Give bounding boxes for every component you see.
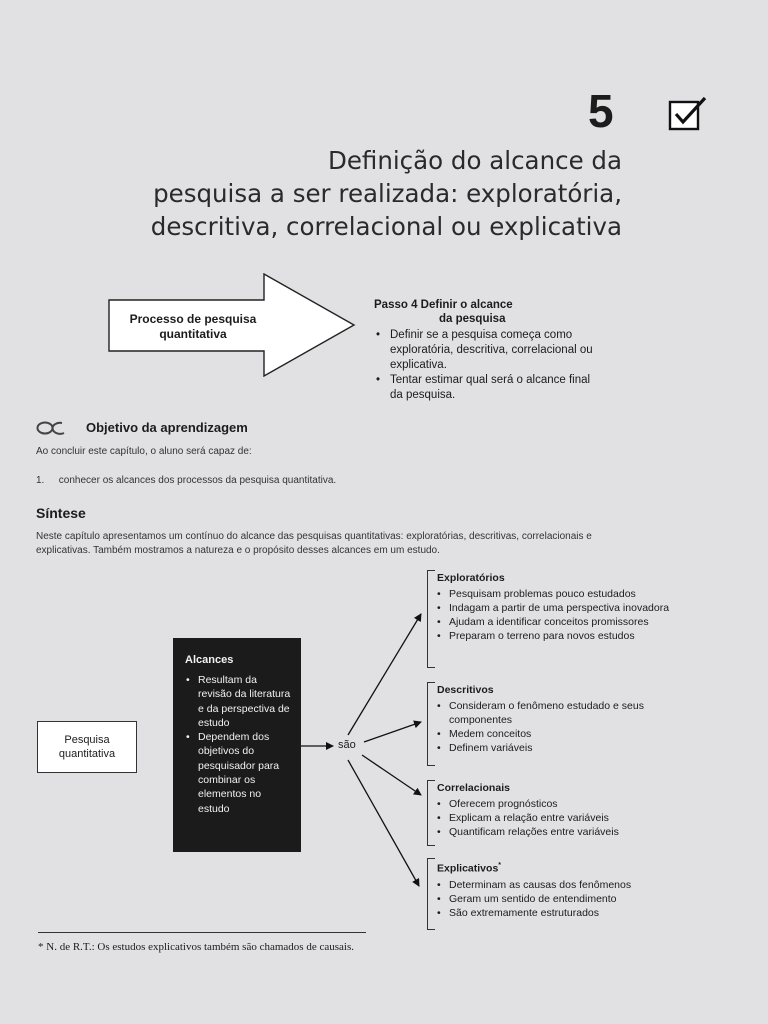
list-item: • Medem conceitos bbox=[437, 727, 677, 741]
arrow-to-correlational bbox=[362, 755, 421, 795]
list-item: • Oferecem prognósticos bbox=[437, 797, 667, 811]
list-item: • Explicam a relação entre variáveis bbox=[437, 811, 667, 825]
chapter-number: 5 bbox=[588, 85, 615, 137]
step-title-line: da pesquisa bbox=[439, 313, 506, 325]
scopes-title: Alcances bbox=[185, 654, 234, 666]
footnote-marker: * bbox=[498, 862, 502, 869]
list-item: • Indagam a partir de uma perspectiva inovadora bbox=[437, 601, 717, 615]
footnote-divider bbox=[38, 932, 366, 933]
type-group-correlational bbox=[427, 780, 667, 846]
arrow-to-explanatory bbox=[348, 760, 419, 886]
type-list bbox=[437, 797, 667, 839]
objective-item bbox=[36, 475, 336, 486]
objective-item-number: 1. bbox=[36, 475, 45, 486]
process-arrow-label: Processo de pesquisa quantitativa bbox=[129, 312, 257, 341]
arrow-to-descriptive bbox=[364, 722, 421, 742]
objective-item-text: conhecer os alcances dos processos da pesquisa quantitativa. bbox=[58, 475, 337, 486]
type-group-descriptive bbox=[427, 682, 677, 766]
chapter-title-line: pesquisa a ser realizada: exploratória, bbox=[153, 179, 622, 208]
step-list bbox=[374, 328, 594, 403]
type-title: Exploratórios bbox=[437, 572, 505, 584]
type-title bbox=[437, 859, 667, 876]
chapter-title-line: Definição do alcance da bbox=[327, 146, 622, 175]
list-item: • Resultam da revisão da literatura e da perspectiva de estudo bbox=[185, 673, 291, 730]
list-item: • Ajudam a identificar conceitos promissores bbox=[437, 615, 717, 629]
origin-box: Pesquisa quantitativa bbox=[37, 721, 137, 773]
list-item: • Geram um sentido de entendimento bbox=[437, 892, 667, 906]
type-group-exploratory bbox=[427, 570, 717, 668]
arrow-to-exploratory bbox=[348, 614, 421, 735]
list-item: • Preparam o terreno para novos estudos bbox=[437, 629, 717, 643]
list-item: • Determinam as causas dos fenômenos bbox=[437, 878, 667, 892]
type-group-explanatory bbox=[427, 858, 667, 930]
chapter-title-line: descritiva, correlacional ou explicativa bbox=[150, 212, 622, 241]
connector-label: são bbox=[338, 739, 356, 751]
type-title-text: Explicativos bbox=[437, 862, 499, 875]
step-title-line: Passo 4 Definir o alcance bbox=[374, 299, 513, 311]
objective-intro: Ao concluir este capítulo, o aluno será capaz de: bbox=[36, 446, 252, 457]
list-item: • Dependem dos objetivos do pesquisador para combinar os elementos no estudo bbox=[185, 730, 291, 816]
footnote: * N. de R.T.: Os estudos explicativos também são chamados de causais. bbox=[38, 941, 354, 953]
scopes-box bbox=[173, 638, 301, 852]
list-item: • Definem variáveis bbox=[437, 741, 677, 755]
type-list bbox=[437, 587, 717, 643]
list-item: • Consideram o fenômeno estudado e seus componentes bbox=[437, 699, 677, 727]
type-title: Descritivos bbox=[437, 684, 494, 696]
list-item: • Pesquisam problemas pouco estudados bbox=[437, 587, 717, 601]
type-list bbox=[437, 699, 677, 755]
type-list bbox=[437, 878, 667, 920]
synthesis-text: Neste capítulo apresentamos um contínuo do alcance das pesquisas quantitativas: exploratórias, descritivas, correlacionais e explicativas. Também mostramos a natureza e o propósito desses alcances em um estudo. bbox=[36, 531, 592, 556]
objective-heading: Objetivo da aprendizagem bbox=[86, 420, 248, 435]
checkbox-check-icon bbox=[668, 96, 708, 132]
list-item: • Definir se a pesquisa começa como exploratória, descritiva, correlacional ou explicativa. bbox=[374, 328, 594, 373]
list-item: • Quantificam relações entre variáveis bbox=[437, 825, 667, 839]
list-item: • São extremamente estruturados bbox=[437, 906, 667, 920]
list-item: • Tentar estimar qual será o alcance final da pesquisa. bbox=[374, 373, 594, 403]
chapter-title bbox=[82, 144, 622, 243]
interlinked-rings-icon bbox=[36, 421, 70, 435]
type-title: Correlacionais bbox=[437, 782, 510, 794]
step-title bbox=[374, 298, 574, 326]
scopes-list bbox=[185, 673, 291, 816]
synthesis-heading: Síntese bbox=[36, 505, 86, 521]
